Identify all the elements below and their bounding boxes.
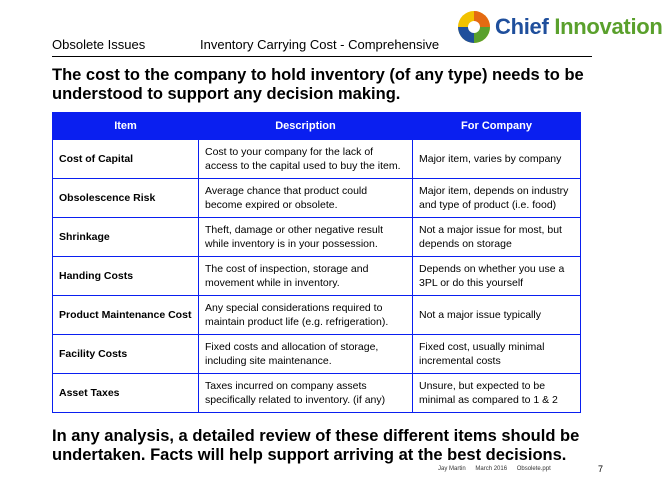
- cell-company: Not a major issue typically: [413, 296, 581, 335]
- logo-swirl-icon: [455, 8, 493, 46]
- cell-description: Theft, damage or other negative result while inventory is in your possession.: [199, 218, 413, 257]
- cell-description: The cost of inspection, storage and movement while in inventory.: [199, 257, 413, 296]
- cell-item: Obsolescence Risk: [53, 179, 199, 218]
- table-header-row: [53, 113, 581, 140]
- cell-description: Fixed costs and allocation of storage, including site maintenance.: [199, 335, 413, 374]
- cell-item: Facility Costs: [53, 335, 199, 374]
- cell-item: Asset Taxes: [53, 374, 199, 413]
- column-header-company: For Company: [413, 113, 581, 140]
- inventory-cost-table: [52, 112, 581, 413]
- cell-item: Shrinkage: [53, 218, 199, 257]
- meta-date: March 2016: [475, 466, 508, 472]
- table-row: [53, 257, 581, 296]
- cell-company: Not a major issue for most, but depends on storage: [413, 218, 581, 257]
- cell-description: Average chance that product could become expired or obsolete.: [199, 179, 413, 218]
- page-number: 7: [598, 464, 604, 474]
- logo-chief: Chief: [495, 14, 549, 39]
- section-label: Obsolete Issues: [52, 37, 146, 52]
- cell-item: Product Maintenance Cost: [53, 296, 199, 335]
- cell-company: Unsure, but expected to be minimal as compared to 1 & 2: [413, 374, 581, 413]
- slide-subtitle: Inventory Carrying Cost - Comprehensive: [200, 37, 440, 52]
- cell-company: Major item, depends on industry and type of product (i.e. food): [413, 179, 581, 218]
- logo-innovation: Innovation: [554, 14, 663, 39]
- logo-wordmark: [495, 14, 663, 40]
- cell-description: Cost to your company for the lack of access to the capital used to buy the item.: [199, 140, 413, 179]
- column-header-item: Item: [53, 113, 199, 140]
- cell-item: Cost of Capital: [53, 140, 199, 179]
- cell-description: Taxes incurred on company assets specifically related to inventory. (if any): [199, 374, 413, 413]
- header-divider: [52, 56, 592, 57]
- cell-company: Depends on whether you use a 3PL or do this yourself: [413, 257, 581, 296]
- table-row: [53, 218, 581, 257]
- cell-company: Major item, varies by company: [413, 140, 581, 179]
- cell-company: Fixed cost, usually minimal incremental costs: [413, 335, 581, 374]
- table-row: [53, 296, 581, 335]
- column-header-description: Description: [199, 113, 413, 140]
- meta-author: Jay Martin: [438, 466, 466, 472]
- conclusion-text: In any analysis, a detailed review of these different items should be undertaken. Facts will help support arriving at the best decisions.: [52, 427, 580, 464]
- table-row: [53, 179, 581, 218]
- table-row: [53, 374, 581, 413]
- table-row: [53, 335, 581, 374]
- slide-title: The cost to the company to hold inventory (of any type) needs to be understood to support any decision making.: [52, 66, 584, 103]
- cell-item: Handing Costs: [53, 257, 199, 296]
- table-row: [53, 140, 581, 179]
- chief-innovation-logo: [455, 8, 663, 46]
- meta-file: Obsolete.ppt: [516, 466, 551, 472]
- slide-meta: [438, 466, 559, 472]
- cell-description: Any special considerations required to maintain product life (e.g. refrigeration).: [199, 296, 413, 335]
